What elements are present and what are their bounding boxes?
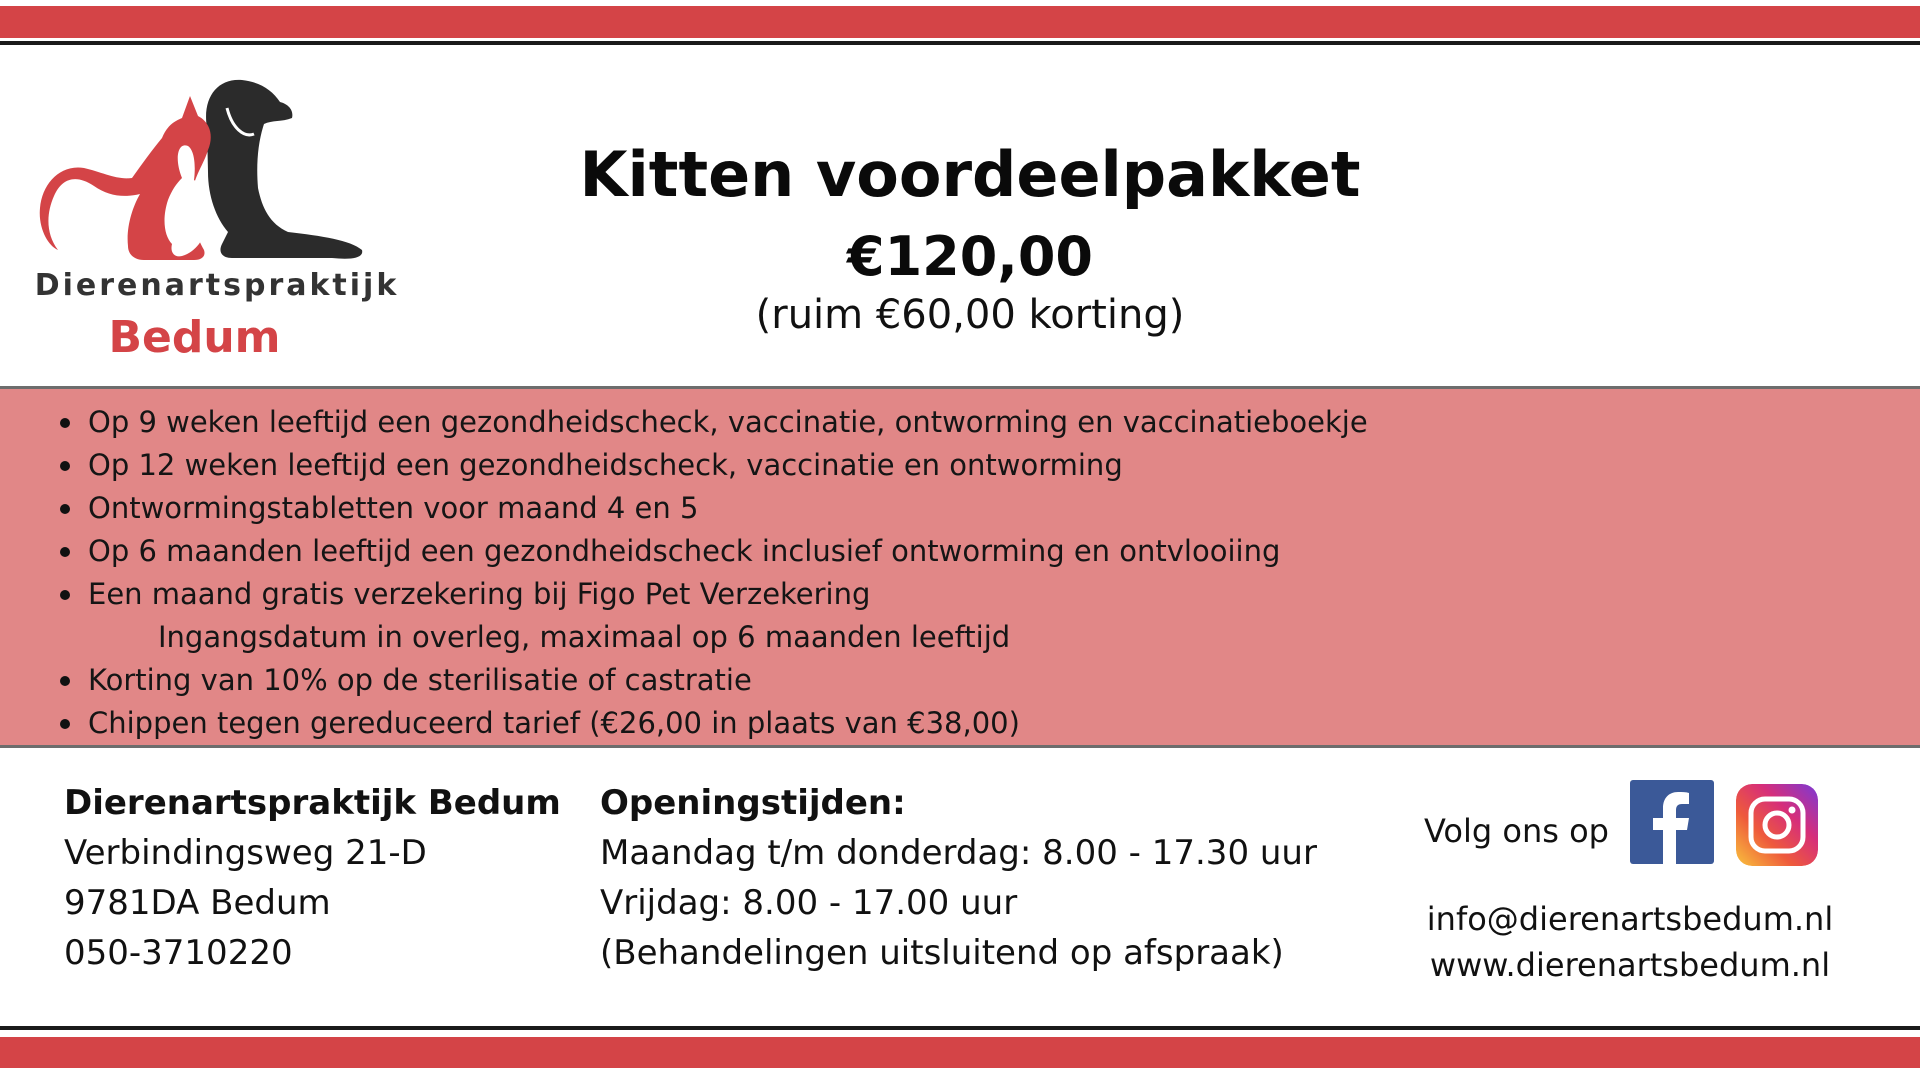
- features-list: [58, 401, 1368, 745]
- feature-text: Chippen tegen gereduceerd tarief (€26,00 in plaats van €38,00): [88, 706, 1020, 740]
- pets-logo-icon: [32, 68, 372, 268]
- feature-item: [58, 530, 1368, 573]
- contact-name: Dierenartspraktijk Bedum: [64, 783, 561, 823]
- feature-text: Op 6 maanden leeftijd een gezondheidscheck inclusief ontworming en ontvlooiing: [88, 534, 1281, 568]
- contact-phone: 050-3710220: [64, 933, 293, 973]
- facebook-icon[interactable]: [1630, 780, 1714, 864]
- hours-weekdays: Maandag t/m donderdag: 8.00 - 17.30 uur: [600, 833, 1317, 873]
- hours-heading: Openingstijden:: [600, 783, 906, 823]
- bullet-icon: [60, 719, 70, 729]
- contact-postal: 9781DA Bedum: [64, 883, 331, 923]
- feature-text: Korting van 10% op de sterilisatie of castratie: [88, 663, 752, 697]
- social-label: Volg ons op: [1424, 812, 1609, 850]
- feature-item: [58, 573, 1368, 616]
- feature-item: [58, 702, 1368, 745]
- practice-logo: [22, 68, 402, 368]
- feature-item: [58, 487, 1368, 530]
- hours-friday: Vrijdag: 8.00 - 17.00 uur: [600, 883, 1018, 923]
- bullet-icon: [60, 590, 70, 600]
- feature-text: Op 9 weken leeftijd een gezondheidscheck, vaccinatie, ontworming en vaccinatieboekje: [88, 405, 1368, 439]
- opening-hours-block: [600, 778, 1317, 978]
- feature-item: [58, 401, 1368, 444]
- feature-subitem: [58, 616, 1368, 659]
- logo-city: Bedum: [108, 312, 281, 363]
- bottom-divider-line: [0, 1026, 1920, 1030]
- offer-price: €120,00: [847, 225, 1093, 288]
- contact-block: [64, 778, 561, 978]
- feature-item: [58, 444, 1368, 487]
- feature-subtext: Ingangsdatum in overleg, maximaal op 6 maanden leeftijd: [158, 620, 1011, 654]
- feature-text: Een maand gratis verzekering bij Figo Pet Verzekering: [88, 577, 871, 611]
- logo-name: Dierenartspraktijk: [34, 268, 400, 303]
- instagram-icon[interactable]: [1736, 784, 1818, 866]
- offer-discount: (ruim €60,00 korting): [755, 292, 1185, 338]
- feature-item: [58, 659, 1368, 702]
- bullet-icon: [60, 461, 70, 471]
- bullet-icon: [60, 676, 70, 686]
- feature-text: Op 12 weken leeftijd een gezondheidscheck, vaccinatie en ontworming: [88, 448, 1123, 482]
- top-divider-line: [0, 41, 1920, 45]
- top-red-band: [0, 6, 1920, 38]
- feature-text: Ontwormingstabletten voor maand 4 en 5: [88, 491, 699, 525]
- offer-title: Kitten voordeelpakket: [579, 138, 1361, 211]
- email-link[interactable]: info@dierenartsbedum.nl: [1426, 900, 1834, 938]
- features-panel: [0, 386, 1920, 748]
- web-contact: [1390, 896, 1870, 988]
- bottom-red-band: [0, 1037, 1920, 1068]
- bullet-icon: [60, 418, 70, 428]
- contact-street: Verbindingsweg 21-D: [64, 833, 427, 873]
- bullet-icon: [60, 547, 70, 557]
- hours-note: (Behandelingen uitsluitend op afspraak): [600, 933, 1284, 973]
- website-link[interactable]: www.dierenartsbedum.nl: [1429, 946, 1831, 984]
- bullet-icon: [60, 504, 70, 514]
